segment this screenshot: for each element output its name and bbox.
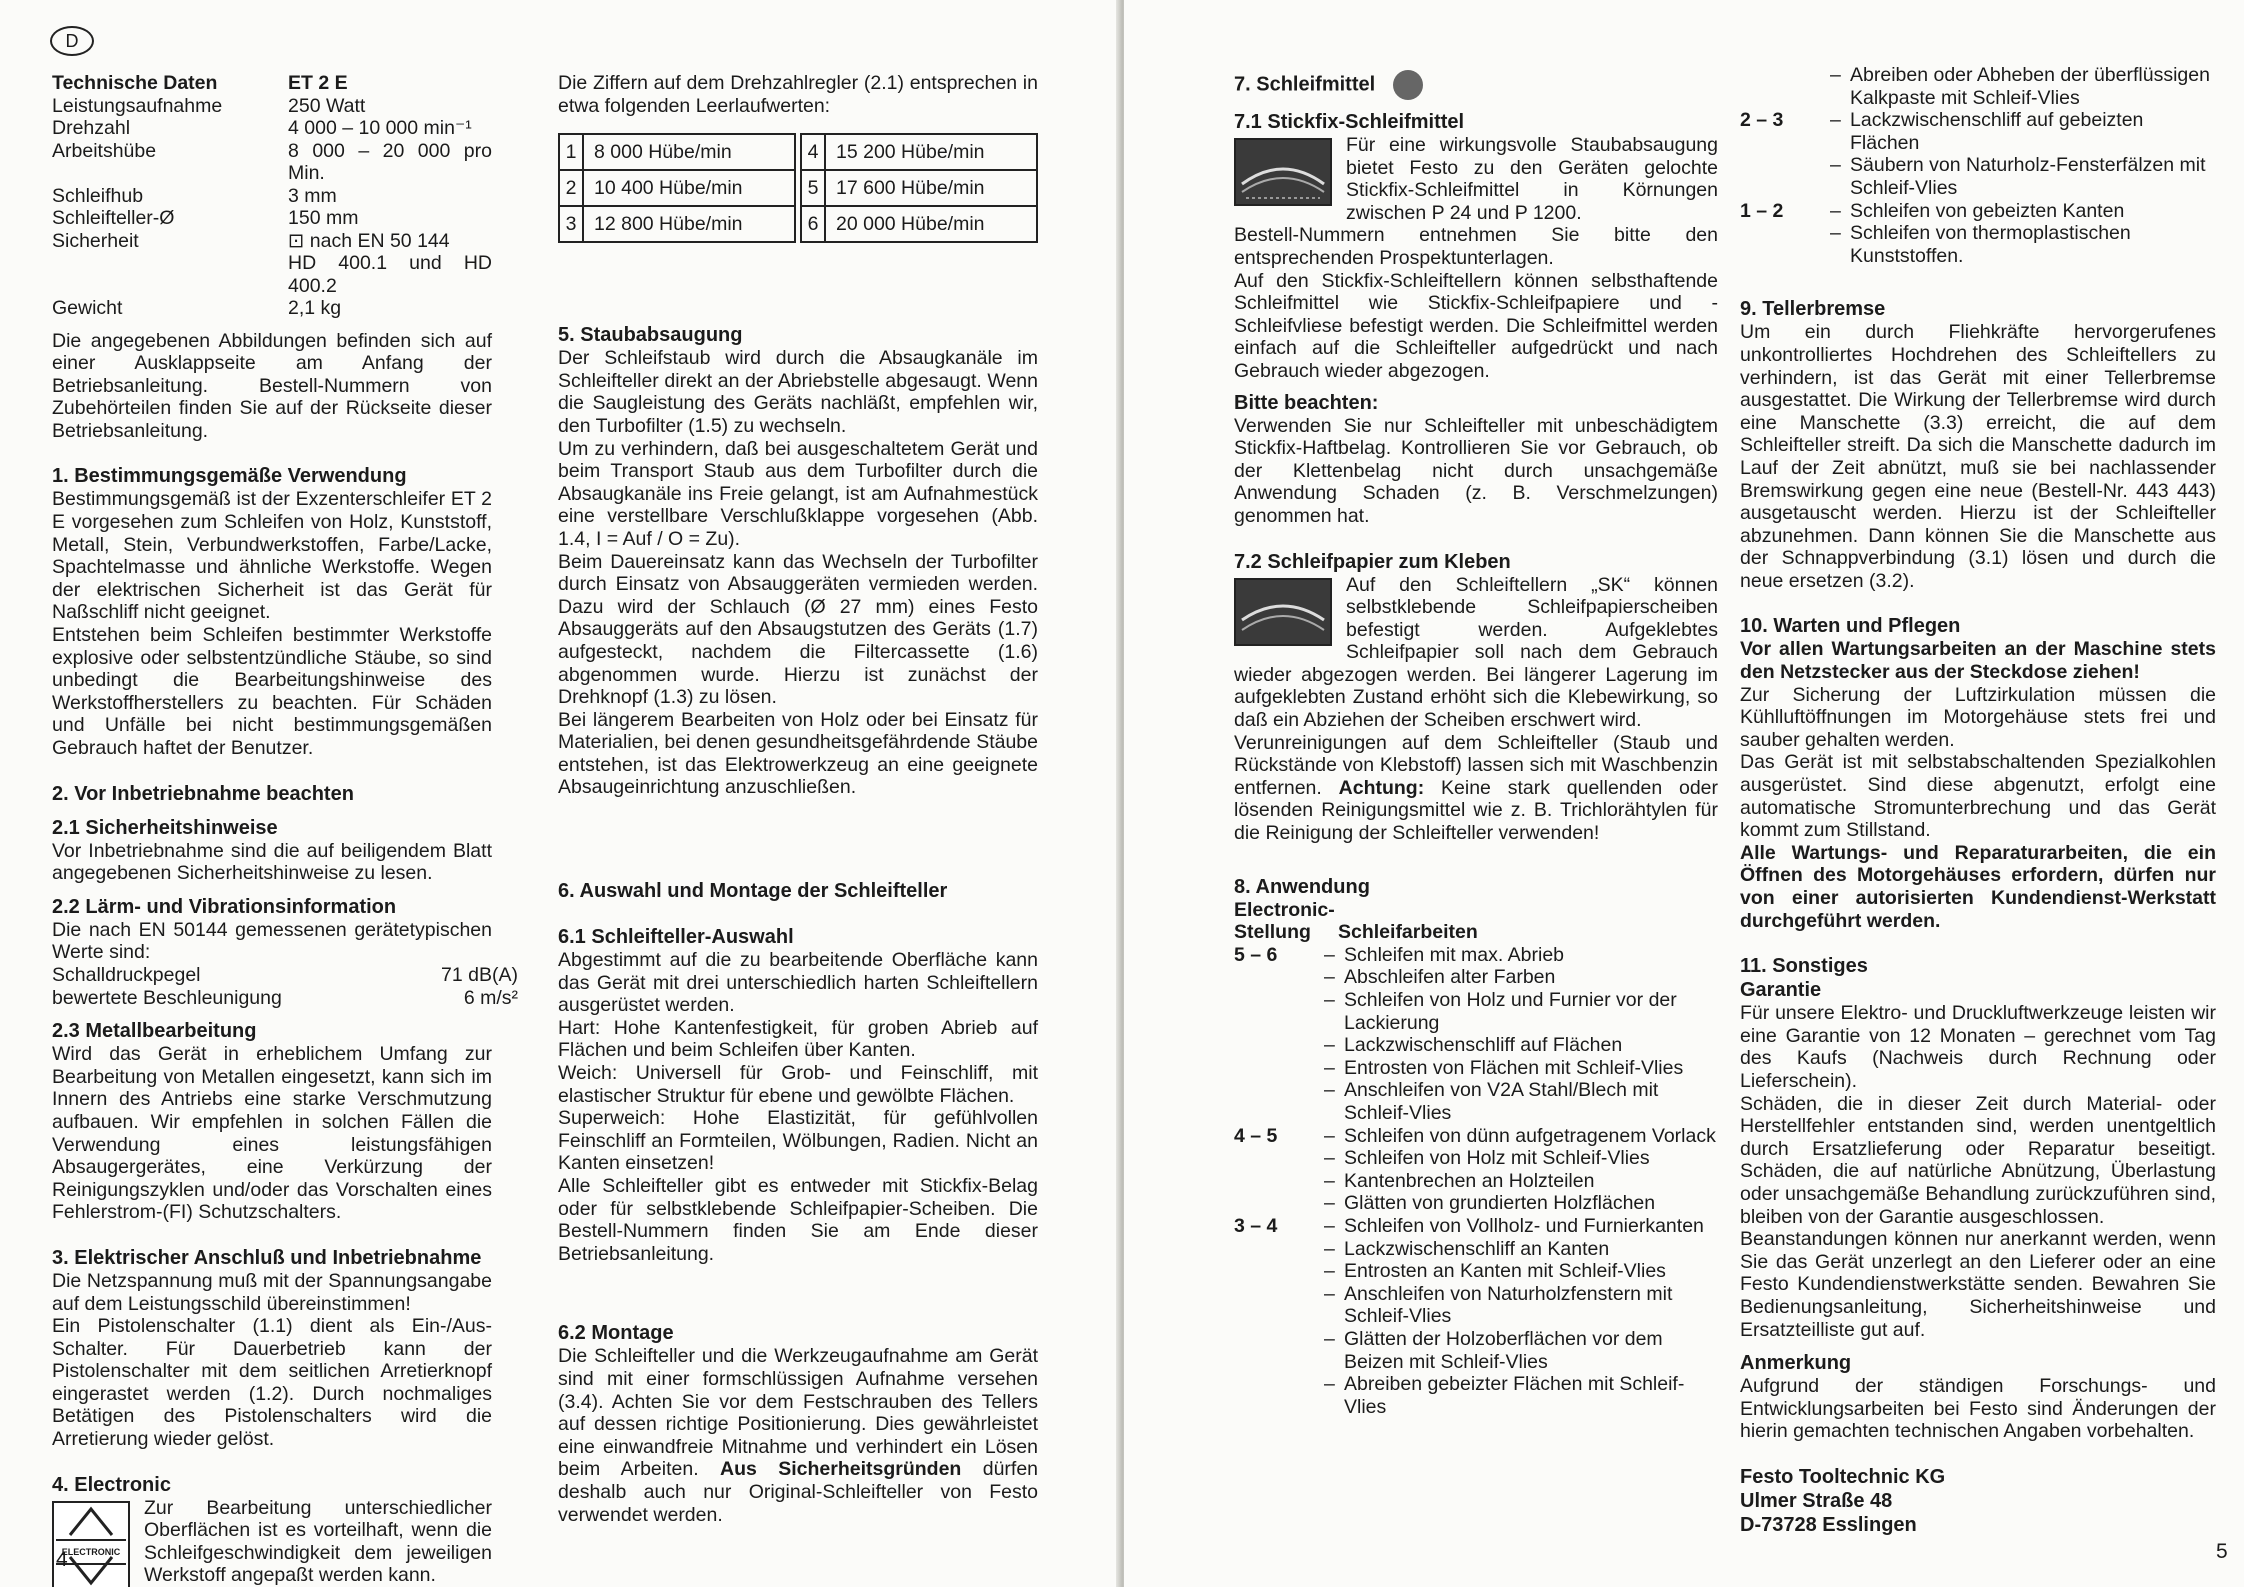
application-text: Schleifen von Holz mit Schleif-Vlies	[1344, 1147, 1650, 1170]
table-cell: 5	[801, 170, 825, 206]
list-item	[1740, 109, 2216, 154]
left-column-2	[558, 72, 1038, 1526]
electronic-setting	[1234, 1057, 1324, 1080]
application-text: Lackzwischenschliff auf gebeizten Flächen	[1850, 109, 2144, 154]
stickfix-pad-icon	[1234, 138, 1332, 206]
garantie-heading: Garantie	[1740, 979, 1822, 1002]
spec-label: Arbeitshübe	[52, 139, 157, 162]
dash-bullet: –	[1324, 1327, 1335, 1350]
application-text: Glätten von grundierten Holzflächen	[1344, 1192, 1656, 1215]
table-cell: 20 000 Hübe/min	[825, 206, 1037, 242]
section-2-3-heading: 2.3 Metallbearbeitung	[52, 1020, 257, 1043]
section-2-heading: 2. Vor Inbetriebnahme beachten	[52, 782, 354, 805]
section-6-1-p2: Hart: Hohe Kantenfestigkeit, für groben Abrieb auf Flächen und beim Schleifen über Kanten.	[558, 1016, 1038, 1062]
noise-value: 71 dB(A)	[441, 963, 518, 986]
dash-bullet: –	[1324, 989, 1335, 1011]
list-item	[1234, 1260, 1718, 1283]
electronic-setting	[1740, 64, 1830, 109]
electronic-setting	[1234, 1328, 1324, 1373]
application-text: Kantenbrechen an Holzteilen	[1344, 1169, 1595, 1192]
noise-label: Schalldruckpegel	[52, 963, 201, 986]
dash-bullet: –	[1324, 1079, 1335, 1102]
tech-note: Die angegebenen Abbildungen befinden sich auf einer Ausklappseite am Anfang der Betriebsanleitung. Bestell-Nummern von Zubehörteilen finden Sie auf der Rückseite dieser Betriebsanleitung.	[52, 329, 492, 442]
electronic-setting: 1 – 2	[1740, 199, 1784, 222]
section-10-p1: Zur Sicherung der Luftzirkulation müssen die Kühlluftöffnungen im Motorgehäuse stets frei und sauber gehalten werden.	[1740, 683, 2216, 751]
list-item	[1234, 1328, 1718, 1373]
col-header-electronic: Electronic-	[1234, 898, 1335, 921]
vibration-value: 6 m/s²	[463, 986, 518, 1009]
section-6-heading: 6. Auswahl und Montage der Schleifteller	[558, 880, 948, 903]
application-text: Schleifen von Holz und Furnier vor der Lackierung	[1344, 989, 1677, 1034]
table-cell: 15 200 Hübe/min	[825, 134, 1037, 170]
section-1-p2: Entstehen beim Schleifen bestimmter Werkstoffe explosive oder selbstentzündliche Stäube, so sind unbedingt die Bearbeitungshinweise des Werkstoffherstellers zu beachten. Für Schäden und Unfälle bei nicht bestimmungsgemäßen Gebrauch haftet der Benutzer.	[52, 624, 492, 759]
section-6-2-bold: Aus Sicherheitsgründen	[720, 1458, 962, 1481]
company-street: Ulmer Straße 48	[1740, 1489, 1893, 1512]
application-text: Glätten der Holzoberflächen vor dem Beizen mit Schleif-Vlies	[1344, 1327, 1663, 1373]
spec-label: Leistungsaufnahme	[52, 94, 223, 117]
application-text: Schleifen von thermoplastischen Kunststoffen.	[1850, 222, 2131, 267]
section-10-heading: 10. Warten und Pflegen	[1740, 615, 1961, 638]
list-item	[1234, 1373, 1718, 1418]
page-number-left: 4	[56, 1548, 68, 1571]
spec-value: 2,1 kg	[288, 297, 342, 319]
table-cell: 10 400 Hübe/min	[583, 170, 795, 206]
application-text: Schleifen von Vollholz- und Furnierkanten	[1344, 1214, 1704, 1237]
section-11-p4: Aufgrund der ständigen Forschungs- und Entwicklungsarbeiten bei Festo sind Änderungen der hierin gemachten technischen Angaben vorbehalten.	[1740, 1375, 2216, 1443]
dash-bullet: –	[1830, 199, 1841, 222]
application-text: Anschleifen von V2A Stahl/Blech mit Schleif-Vlies	[1344, 1079, 1659, 1124]
electronic-icon	[52, 1501, 130, 1587]
dash-bullet: –	[1830, 109, 1841, 132]
achtung-label: Achtung:	[1338, 776, 1425, 799]
section-10-bold2: Alle Wartungs- und Reparaturarbeiten, die ein Öffnen des Motorgehäuses erfordern, dürfen nur von einer autorisierten Kundendienst-Werkstatt durchgeführt werden.	[1740, 841, 2216, 932]
country-badge: D	[50, 26, 94, 56]
section-5-p3: Beim Dauereinsatz kann das Wechseln der Turbofilter durch Einsatz von Absauggeräten vermieden werden. Dazu wird der Schlauch (Ø 27 mm) eines Festo Absauggeräts auf den Absaugstutzen des Geräts (1.7) aufgesteckt, nachdem die Filtercassette (1.6) abgenommen wurde. Hierzu ist zunächst der Drehknopf (1.3) zu lösen.	[558, 550, 1038, 709]
list-item	[1234, 1147, 1718, 1170]
application-text: Abreiben gebeizter Flächen mit Schleif-Vlies	[1344, 1373, 1685, 1418]
list-item	[1234, 1192, 1718, 1215]
section-5-p2: Um zu verhindern, daß bei ausgeschaltetem Gerät und beim Transport Staub aus dem Turbofilter durch die Absaugkanäle ins Freie gelangt, ist am Aufnahmestück eine verstellbare Verschlußklappe vorgesehen (Abb. 1.4, I = Auf / O = Zu).	[558, 437, 1038, 550]
list-item	[1234, 1057, 1718, 1080]
section-6-2-text	[558, 1345, 1038, 1526]
spec-label: Drehzahl	[52, 117, 131, 139]
table-cell: 1	[559, 134, 583, 170]
section-7-1-p2: Bestell-Nummern entnehmen Sie bitte den entsprechenden Prospektunterlagen.	[1234, 224, 1718, 269]
list-item	[1234, 1125, 1718, 1148]
section-6-2-heading: 6.2 Montage	[558, 1322, 674, 1345]
list-item	[1234, 1238, 1718, 1261]
application-text: Schleifen von dünn aufgetragenem Vorlack	[1344, 1124, 1716, 1147]
section-4-text: Zur Bearbeitung unterschiedlicher Oberflächen ist es vorteilhaft, wenn die Schleifgeschwindigkeit dem jeweiligen Werkstoff angepaßt werden kann.	[144, 1496, 492, 1587]
section-7-heading	[1234, 70, 1718, 100]
spec-value: 250 Watt	[288, 94, 366, 117]
electronic-setting	[1234, 1283, 1324, 1328]
section-1-heading: 1. Bestimmungsgemäße Verwendung	[52, 465, 407, 488]
speed-intro: Die Ziffern auf dem Drehzahlregler (2.1) entsprechen in etwa folgenden Leerlaufwerten:	[558, 72, 1038, 117]
application-text: Anschleifen von Naturholzfenstern mit Schleif-Vlies	[1344, 1282, 1673, 1328]
application-text: Entrosten an Kanten mit Schleif-Vlies	[1344, 1260, 1666, 1283]
tech-specs	[52, 72, 492, 320]
section-2-2-heading: 2.2 Lärm- und Vibrationsinformation	[52, 895, 397, 918]
spec-label: Schleifhub	[52, 184, 144, 207]
section-2-1-text: Vor Inbetriebnahme sind die auf beiligendem Blatt angegebenen Sicherheitshinweise zu lesen.	[52, 839, 492, 885]
electronic-setting	[1234, 1147, 1324, 1170]
section-10-bold1: Vor allen Wartungsarbeiten an der Maschine stets den Netzstecker aus der Steckdose ziehen!	[1740, 638, 2216, 684]
page-number-right: 5	[2216, 1540, 2228, 1563]
dash-bullet: –	[1324, 1373, 1335, 1396]
section-6-2-body: Die Schleifteller und die Werkzeugaufnahme am Gerät sind mit einer formschlüssigen Aufnahme versehen (3.4). Achten Sie vor dem Festschrauben des Tellers auf dessen richtige Positionierung. Dies gewährleistet eine einwandfreie Mitnahme und verhindert ein Lösen beim Arbeiten.	[558, 1345, 1038, 1481]
table-cell: 3	[559, 206, 583, 242]
dash-bullet: –	[1324, 1192, 1335, 1215]
application-text: Lackzwischenschliff auf Flächen	[1344, 1034, 1623, 1057]
list-item	[1740, 154, 2216, 199]
spec-value: 150 mm	[288, 207, 359, 229]
tech-heading: Technische Daten	[52, 72, 218, 94]
electronic-setting	[1740, 154, 1830, 199]
section-3-p1: Die Netzspannung muß mit der Spannungsangabe auf dem Leistungsschild übereinstimmen!	[52, 1269, 492, 1315]
section-7-1-p3: Auf den Stickfix-Schleiftellern können selbsthaftende Schleifmittel wie Stickfix-Schleifpapiere und -Schleifvliese befestigt werden. Die Schleifmittel werden einfach auf die Schleifteller aufgedrückt und nach Gebrauch wieder abgezogen.	[1234, 269, 1718, 382]
speed-table	[558, 133, 1038, 243]
list-item	[1234, 1170, 1718, 1193]
list-item	[1234, 966, 1718, 989]
abrasive-icon	[1393, 70, 1423, 100]
electronic-setting	[1234, 1238, 1324, 1261]
section-7-2-body: Verunreinigungen auf dem Schleifteller (Staub und Rückstände von Klebstoff) lassen sich mit Waschbenzin entfernen.	[1234, 731, 1718, 799]
company-name: Festo Tooltechnic KG	[1740, 1465, 1946, 1488]
table-cell: 6	[801, 206, 825, 242]
table-cell: 4	[801, 134, 825, 170]
electronic-setting	[1234, 1260, 1324, 1283]
table-cell: 2	[559, 170, 583, 206]
vibration-label: bewertete Beschleunigung	[52, 986, 282, 1009]
spec-value: HD 400.1 und HD 400.2	[288, 252, 492, 297]
electronic-setting	[1234, 1034, 1324, 1057]
section-8-heading: 8. Anwendung	[1234, 875, 1370, 898]
table-cell: 8 000 Hübe/min	[583, 134, 795, 170]
section-7-title: 7. Schleifmittel	[1234, 73, 1376, 96]
table-cell: 17 600 Hübe/min	[825, 170, 1037, 206]
electronic-setting	[1234, 1079, 1324, 1124]
section-7-1-heading: 7.1 Stickfix-Schleifmittel	[1234, 111, 1465, 133]
electronic-icon-label: ELECTRONIC	[56, 1539, 126, 1566]
section-11-p2: Schäden, die in dieser Zeit durch Material- oder Herstellfehler entstanden sind, werden unentgeltlich durch Ersatzlieferung oder Reparatur beseitigt. Schäden, die auf natürliche Abnützung, Überlastung oder unsachgemäße Behandlung zurückzuführen sind, bleiben von der Garantie ausgeschlossen.	[1740, 1092, 2216, 1228]
section-7-1-p4: Verwenden Sie nur Schleifteller mit unbeschädigtem Stickfix-Haftbelag. Kontrollieren Sie vor Gebrauch, ob der Klettenbelag nicht durch unsachgemäße Anwendung Schaden (z. B. Verschmelzungen) genommen hat.	[1234, 414, 1718, 527]
section-6-1-heading: 6.1 Schleifteller-Auswahl	[558, 926, 794, 949]
tech-model: ET 2 E	[288, 72, 348, 94]
left-page	[0, 0, 1120, 1587]
application-text: Entrosten von Flächen mit Schleif-Vlies	[1344, 1056, 1684, 1079]
dash-bullet: –	[1324, 1260, 1335, 1283]
application-list	[1234, 944, 1718, 1418]
dash-bullet: –	[1324, 943, 1335, 966]
spec-value: 4 000 – 10 000 min⁻¹	[288, 117, 472, 139]
section-7-2-p2	[1234, 732, 1718, 845]
section-3-p2: Ein Pistolenschalter (1.1) dient als Ein-/Aus-Schalter. Für Dauerbetrieb kann der Pistolenschalter mit dem seitlichen Arretierknopf eingerastet werden (1.2). Durch nochmaliges Betätigen des Pistolenschalters wird die Arretierung wieder gelöst.	[52, 1315, 492, 1451]
spec-label: Sicherheit	[52, 229, 139, 252]
list-item	[1234, 944, 1718, 967]
right-page	[1124, 0, 2244, 1587]
electronic-setting	[1234, 1373, 1324, 1418]
spec-label: Schleifteller-Ø	[52, 207, 175, 229]
list-item	[1234, 1283, 1718, 1328]
left-column-1	[52, 72, 518, 1587]
dash-bullet: –	[1324, 1237, 1335, 1260]
section-11-p1: Für unsere Elektro- und Druckluftwerkzeuge leisten wir eine Garantie von 12 Monaten – gerechnet vom Tag des Kaufs (Nachweis durch Rechnung oder Lieferschein).	[1740, 1002, 2216, 1092]
application-text: Lackzwischenschliff an Kanten	[1344, 1237, 1610, 1260]
section-7-1-p1: Für eine wirkungsvolle Staubabsaugung bietet Festo zu den Geräten gelochte Stickfix-Schleifmittel in Körnungen zwischen P 24 und P 1200.	[1346, 134, 1718, 224]
application-text: Schleifen von gebeizten Kanten	[1850, 199, 2125, 222]
col-header-stellung: Stellung	[1234, 921, 1311, 944]
col-header-row	[1234, 921, 1718, 944]
table-row	[559, 134, 1037, 170]
section-7-2-tail: Keine stark quellenden oder lösenden Reinigungsmittel wie z. B. Trichlorähtylen für die Reinigung der Schleifteller verwenden!	[1234, 776, 1719, 845]
spec-value: 8 000 – 20 000 pro Min.	[288, 139, 492, 184]
list-item	[1234, 989, 1718, 1034]
section-7-2-p1: Auf den Schleiftellern „SK“ können selbstklebende Schleifpapierscheiben befestigt werden. Aufgeklebtes Schleifpapier soll nach dem Gebrauch wieder abgezogen werden. Bei längerer Lagerung im aufgeklebten Zustand erhöht sich die Klebewirkung, so daß ein Abziehen der Scheiben erschwert wird.	[1234, 573, 1718, 732]
bitte-beachten-heading: Bitte beachten:	[1234, 391, 1379, 414]
dash-bullet: –	[1324, 1124, 1335, 1147]
electronic-setting: 5 – 6	[1234, 943, 1278, 966]
table-row	[559, 206, 1037, 242]
list-item	[1740, 222, 2216, 267]
electronic-setting	[1234, 1170, 1324, 1193]
section-5-heading: 5. Staubabsaugung	[558, 324, 743, 347]
dash-bullet: –	[1324, 1147, 1335, 1170]
electronic-setting: 2 – 3	[1740, 109, 1784, 132]
table-row	[559, 170, 1037, 206]
list-item	[1234, 1215, 1718, 1238]
section-10-p2: Das Gerät ist mit selbstabschaltenden Spezialkohlen ausgerüstet. Sind diese abgenutzt, erfolgt eine automatische Stromunterbrechung und das Gerät kommt zum Stillstand.	[1740, 751, 2216, 842]
section-11-heading: 11. Sonstiges	[1740, 955, 1868, 978]
dash-bullet: –	[1830, 222, 1841, 245]
section-2-2-text: Die nach EN 50144 gemessenen gerätetypischen Werte sind:	[52, 918, 492, 964]
section-11-p3: Beanstandungen können nur anerkannt werden, wenn Sie das Gerät unzerlegt an den Lieferer oder an eine Festo Kundendienstwerkstätte senden. Bewahren Sie Bedienungsanleitung, Sicherheitshinweise und Ersatzteilliste gut auf.	[1740, 1228, 2216, 1341]
dash-bullet: –	[1324, 1056, 1335, 1079]
spec-label: Gewicht	[52, 297, 123, 319]
section-3-heading: 3. Elektrischer Anschluß und Inbetriebnahme	[52, 1246, 482, 1269]
spec-label	[52, 252, 288, 297]
vibration-row	[52, 987, 518, 1010]
section-2-3-text: Wird das Gerät in erheblichem Umfang zur Bearbeitung von Metallen eingesetzt, kann sich im Innern des Antriebs eine starke Verschmutzung aufbauen. Wir empfehlen in solchen Fällen die Verwendung eines leistungsfähigen Absaugergerätes, eine Verkürzung der Reinigungszyklen und/oder das Vorschalten eines Fehlerstrom-(FI) Schutzschalters.	[52, 1043, 492, 1224]
section-5-p1: Der Schleifstaub wird durch die Absaugkanäle im Schleifteller direkt an der Abriebstelle abgesaugt. Wenn die Saugleistung des Geräts nachläßt, empfehlen wir, den Turbofilter (1.5) zu wechseln.	[558, 347, 1038, 437]
section-6-1-p4: Superweich: Hohe Elastizität, für gefühlvollen Feinschliff an Formteilen, Wölbungen, Radien. Nicht an Kanten einsetzen!	[558, 1107, 1038, 1175]
section-5-p4: Bei längerem Bearbeiten von Holz oder bei Einsatz für Materialien, bei denen gesundheitsgefährdende Stäube entstehen, ist das Elektrowerkzeug an eine geeignete Absaugeinrichtung anzuschließen.	[558, 708, 1038, 799]
electronic-setting: 4 – 5	[1234, 1124, 1278, 1147]
noise-row	[52, 964, 518, 987]
dash-bullet: –	[1324, 1282, 1335, 1305]
dash-bullet: –	[1324, 1214, 1335, 1237]
list-item	[1740, 64, 2216, 109]
list-item	[1740, 200, 2216, 223]
electronic-setting: 3 – 4	[1234, 1214, 1278, 1237]
dash-bullet: –	[1830, 154, 1841, 177]
application-text: Säubern von Naturholz-Fensterfälzen mit Schleif-Vlies	[1850, 154, 2206, 199]
right-column-1	[1234, 70, 1718, 1418]
spec-value: ⊡ nach EN 50 144	[288, 229, 450, 252]
col-header-arbeiten: Schleifarbeiten	[1338, 921, 1478, 944]
company-city: D-73728 Esslingen	[1740, 1513, 1917, 1536]
right-column-2	[1740, 64, 2216, 1537]
application-list-continued	[1740, 64, 2216, 267]
section-9-heading: 9. Tellerbremse	[1740, 298, 1886, 321]
table-cell: 12 800 Hübe/min	[583, 206, 795, 242]
electronic-setting	[1740, 222, 1830, 267]
dash-bullet: –	[1324, 1169, 1335, 1192]
section-9-text: Um ein durch Fliehkräfte hervorgerufenes unkontrolliertes Hochdrehen des Schleiftellers zu verhindern, ist das Gerät mit einer Tellerbremse ausgestattet. Die Wirkung der Tellerbremse wird durch eine Manschette (3.3) erreicht, die auf dem Schleifteller streift. Da sich die Manschette dadurch im Lauf der Zeit abnützt, muß sie bei nachlassender Bremswirkung gegen eine neue (Bestell-Nr. 443 443) ausgetauscht werden. Hierzu ist der Schleifteller abzunehmen. Dann können Sie die Manschette aus der Schnappverbindung (3.1) lösen und durch die neue ersetzen (3.2).	[1740, 321, 2216, 592]
spec-value: 3 mm	[288, 184, 337, 207]
section-6-2-tail: dürfen deshalb auch nur Original-Schleifteller von Festo verwendet werden.	[558, 1458, 1039, 1526]
dash-bullet: –	[1324, 1034, 1335, 1057]
section-1-p1: Bestimmungsgemäß ist der Exzenterschleifer ET 2 E vorgesehen zum Schleifen von Holz, Kunststoff, Metall, Stein, Verbundwerkstoffen, Farbe/Lacke, Spachtelmasse und ähnliche Werkstoffe. Wegen der elektrischen Sicherheit ist das Gerät für Naßschliff nicht geeignet.	[52, 488, 492, 624]
section-6-1-p3: Weich: Universell für Grob- und Feinschliff, mit elastischer Struktur für ebene und gewölbte Flächen.	[558, 1062, 1038, 1107]
adhesive-paper-icon	[1234, 578, 1332, 646]
electronic-setting	[1234, 966, 1324, 989]
electronic-setting	[1234, 1192, 1324, 1215]
section-2-1-heading: 2.1 Sicherheitshinweise	[52, 816, 278, 839]
list-item	[1234, 1034, 1718, 1057]
list-item	[1234, 1079, 1718, 1124]
section-6-1-p5: Alle Schleifteller gibt es entweder mit Stickfix-Belag oder für selbstklebende Schleifpapier-Scheiben. Die Bestell-Nummern finden Sie am Ende dieser Betriebsanleitung.	[558, 1175, 1038, 1265]
anmerkung-heading: Anmerkung	[1740, 1352, 1852, 1375]
section-6-1-p1: Abgestimmt auf die zu bearbeitende Oberfläche kann das Gerät mit drei unterschiedlich harten Schleiftellern ausgerüstet werden.	[558, 949, 1038, 1017]
application-text: Abreiben oder Abheben der überflüssigen Kalkpaste mit Schleif-Vlies	[1850, 64, 2210, 109]
dash-bullet: –	[1830, 64, 1841, 86]
section-7-2-heading: 7.2 Schleifpapier zum Kleben	[1234, 550, 1511, 573]
application-text: Schleifen mit max. Abrieb	[1344, 943, 1565, 966]
dash-bullet: –	[1324, 966, 1335, 989]
section-4-heading: 4. Electronic	[52, 1473, 171, 1496]
application-text: Abschleifen alter Farben	[1344, 966, 1556, 989]
electronic-setting	[1234, 989, 1324, 1034]
